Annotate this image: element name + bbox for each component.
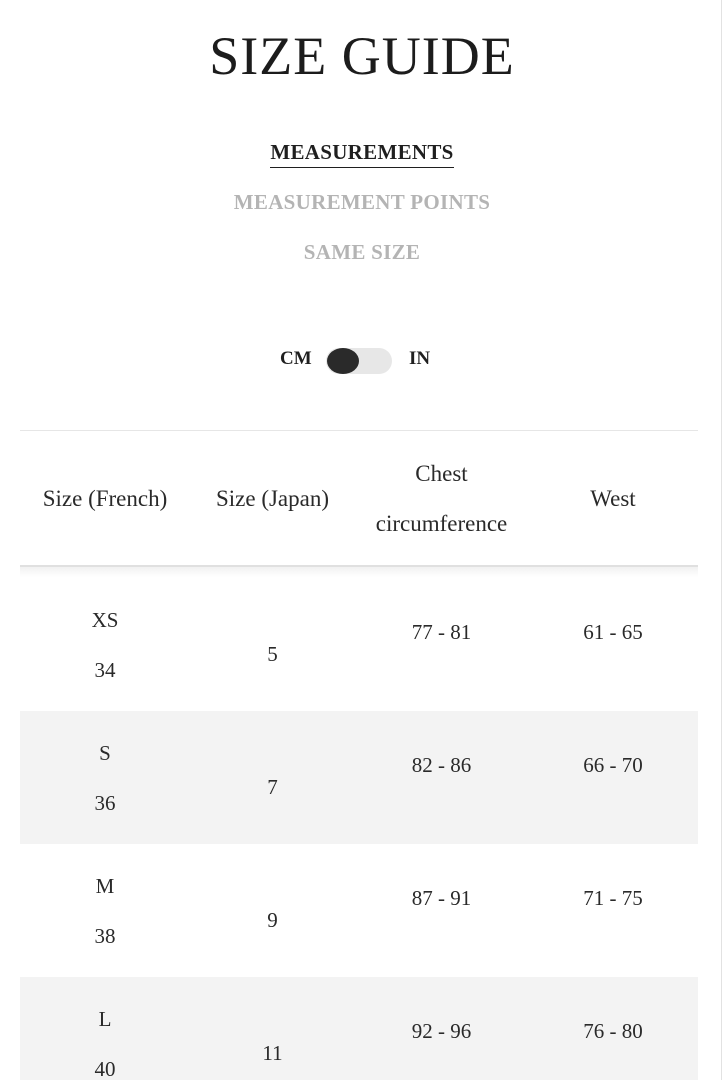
table-row — [20, 711, 698, 844]
tab-measurements-label: MEASUREMENTS — [270, 140, 453, 168]
cell-size-french: 38 — [94, 924, 116, 948]
cell-size-label: L — [98, 1007, 112, 1031]
header-shadow — [20, 567, 698, 577]
cell-west: 66 - 70 — [583, 753, 643, 777]
tab-same-size[interactable] — [0, 240, 724, 267]
cell-chest: 82 - 86 — [411, 753, 472, 777]
cell-chest: 92 - 96 — [411, 1019, 472, 1043]
cell-chest: 77 - 81 — [411, 620, 472, 644]
tab-measurements[interactable] — [0, 140, 724, 168]
table-row — [20, 977, 698, 1080]
switch-knob — [327, 348, 359, 374]
page-title: SIZE GUIDE — [209, 26, 515, 86]
cell-chest: 87 - 91 — [411, 886, 472, 910]
tab-measurement-points[interactable] — [0, 190, 724, 217]
header-west: West — [590, 486, 636, 511]
table-top-divider — [20, 430, 698, 431]
cell-size-japan: 9 — [267, 908, 278, 932]
cell-size-french: 36 — [94, 791, 116, 815]
header-chest-line1: Chest — [415, 461, 468, 486]
header-chest-line2: circumference — [375, 511, 508, 536]
unit-in-label[interactable]: IN — [409, 348, 431, 369]
cell-size-japan: 5 — [267, 642, 278, 666]
cell-west: 61 - 65 — [583, 620, 643, 644]
tab-same-size-label: SAME SIZE — [303, 240, 421, 264]
cell-size-label: M — [95, 874, 115, 898]
cell-size-french: 40 — [94, 1057, 116, 1080]
cell-size-japan: 11 — [262, 1041, 283, 1065]
unit-toggle — [0, 345, 724, 375]
tab-measurement-points-label: MEASUREMENT POINTS — [233, 190, 491, 214]
cell-size-french: 34 — [94, 658, 116, 682]
unit-cm-label[interactable]: CM — [280, 348, 312, 369]
table-row — [20, 844, 698, 977]
cell-size-japan: 7 — [267, 775, 278, 799]
header-size-japan: Size (Japan) — [215, 486, 330, 511]
cell-size-label: S — [99, 741, 111, 765]
cell-west: 71 - 75 — [583, 886, 643, 910]
header-size-french: Size (French) — [42, 486, 168, 511]
table-row — [20, 578, 698, 711]
cell-west: 76 - 80 — [583, 1019, 643, 1043]
unit-switch[interactable] — [326, 348, 392, 374]
cell-size-label: XS — [91, 608, 119, 632]
